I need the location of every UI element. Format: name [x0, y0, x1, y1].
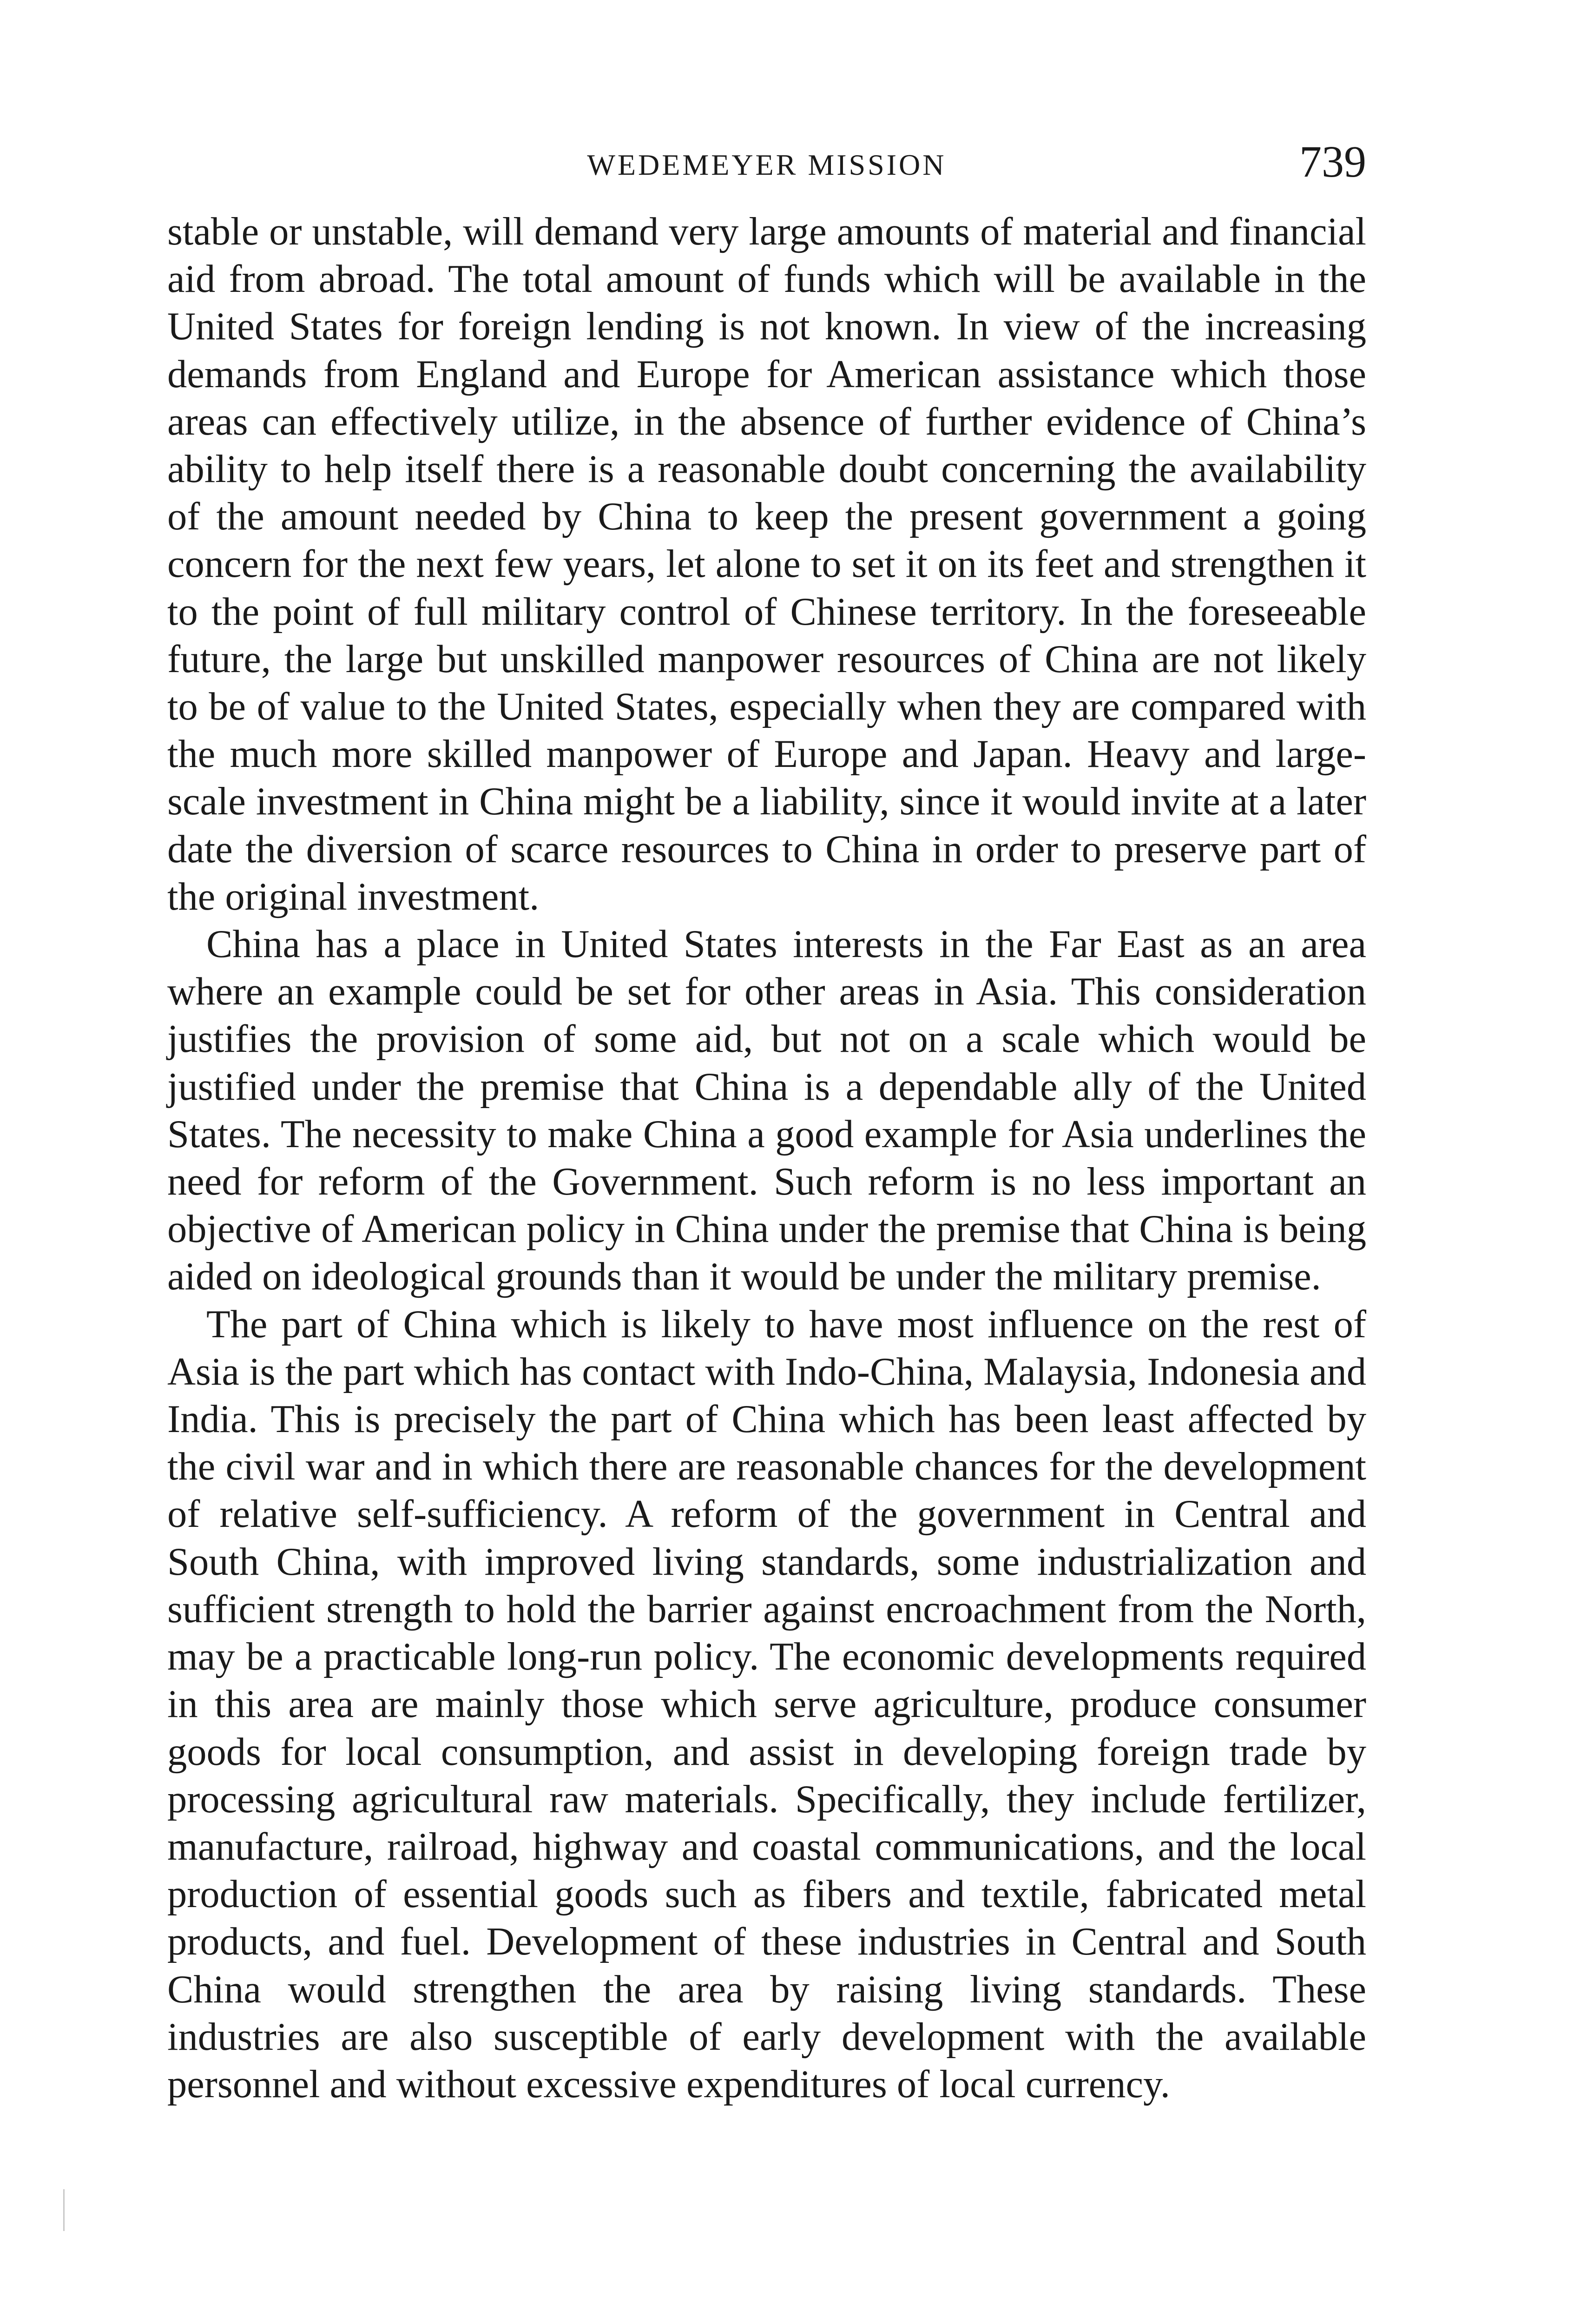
paragraph-continued: stable or unstable, will demand very large amounts of material and financial aid from abroad. The total amount of funds which will be available in the United States for foreign lending is not known. In view of the increasing demands from England and Europe for American assistance which those areas can effectively utilize, in the absence of further evidence of China’s ability to help itself there is a reasonable doubt concerning the availability of the amount needed by China to keep the present government a going concern for the next few years, let alone to set it on its feet and strengthen it to the point of full military control of Chinese territory. In the foreseeable future, the large but unskilled manpower resources of China are not likely to be of value to the United States, especially when they are compared with the much more skilled manpower of Europe and Japan. Heavy and large-scale investment in China might be a liability, since it would invite at a later date the diversion of scarce resources to China in order to preserve part of the original investment.	[167, 210, 1366, 918]
page-number: 739	[1299, 137, 1366, 186]
scan-edge-mark	[63, 2189, 65, 2231]
running-head	[167, 139, 1366, 195]
paragraph-central-south-china: The part of China which is likely to have most influence on the rest of Asia is the part which has contact with Indo-China, Malaysia, Indonesia and India. This is precisely the part of China which has been least affected by the civil war and in which there are reasonable chances for the development of relative self-sufficiency. A reform of the government in Central and South China, with improved living standards, some industrialization and sufficient strength to hold the barrier against encroachment from the North, may be a practicable long-run policy. The economic developments required in this area are mainly those which serve agriculture, produce consumer goods for local consumption, and assist in developing foreign trade by processing agricultural raw materials. Specifically, they include fertilizer, manufacture, railroad, highway and coastal communications, and the local production of essential goods such as fibers and textile, fabricated metal products, and fuel. Development of these industries in Central and South China would strengthen the area by raising living standards. These industries are also susceptible of early development with the available personnel and without excessive expenditures of local currency.	[167, 1302, 1366, 2106]
running-title: WEDEMEYER MISSION	[587, 148, 947, 181]
paragraph-china-example-for-asia: China has a place in United States interests in the Far East as an area where an example could be set for other areas in Asia. This consideration justifies the provision of some aid, but not on a scale which would be justified under the premise that China is a dependable ally of the United States. The necessity to make China a good example for Asia underlines the need for reform of the Government. Such reform is no less important an objective of American policy in China under the premise that China is being aided on ideological grounds than it would be under the military premise.	[167, 923, 1366, 1299]
body-text	[167, 208, 1366, 2108]
